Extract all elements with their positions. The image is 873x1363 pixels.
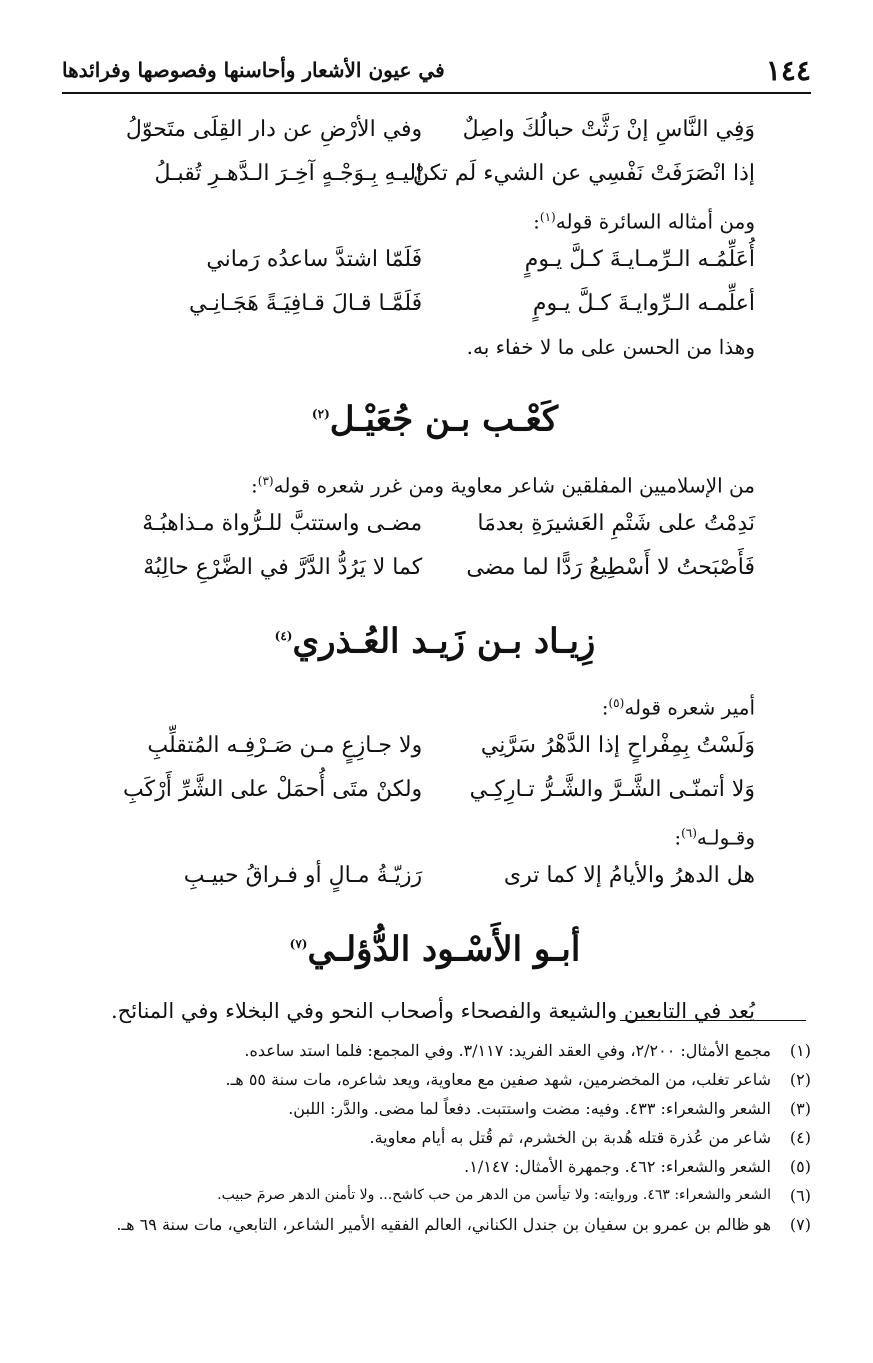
section-title-text: أبـو الأَسْـود الدُّؤلـي [307, 929, 581, 970]
footnote-number: (١) [789, 1041, 811, 1060]
verse-first-hemistich: هل الدهرُ والأيامُ إلا كما ترى [503, 863, 755, 888]
footnotes [62, 1036, 811, 1239]
prose-text: أمير شعره قوله [624, 695, 755, 720]
footnote-divider [620, 1020, 806, 1021]
verse-first-hemistich: وَلا أتمنّـى الشَّـرَّ والشَّـرُّ تـارِكِـي [469, 777, 755, 802]
footnote [62, 1152, 811, 1181]
prose-punct: : [533, 209, 540, 234]
footnote-ref[interactable]: (٣) [257, 474, 274, 488]
footnote [62, 1036, 811, 1065]
footnote [62, 1210, 811, 1239]
verse-second-hemistich: فَلَمَّـا قـالَ قـافِيَـةً هَجَـانِـي [188, 291, 423, 316]
verse-second-hemistich: كما لا يَرُدُّ الدَّرَّ في الضَّرْعِ حالِبُهْ [143, 555, 423, 580]
footnote-number: (٦) [789, 1186, 811, 1205]
verse [115, 854, 755, 898]
footnote-ref[interactable]: (١) [539, 210, 556, 224]
footnote-text: الشعر والشعراء: ٤٦٣. وروايته: ولا تيأسن من الدهر من حب كاشح... ولا تأمنن الدهر صرمَ حبيب. [217, 1187, 771, 1203]
footnote-text: مجمع الأمثال: ٢/٢٠٠، وفي العقد الفريد: ٣/١١٧. وفي المجمع: فلما استد ساعده. [244, 1041, 771, 1060]
page-header [62, 48, 811, 94]
section-heading [115, 368, 755, 460]
verse-first-hemistich: وَفِي النَّاسِ إنْ رَثَّتْ حبالُكَ واصِلٌ [462, 117, 755, 142]
footnote [62, 1065, 811, 1094]
footnote-number: (٥) [789, 1157, 811, 1176]
footnote [62, 1181, 811, 1210]
verse [115, 108, 755, 152]
verse [115, 152, 755, 196]
prose-punct: : [601, 695, 609, 720]
prose-line [115, 812, 755, 854]
page-number: ١٤٤ [765, 53, 811, 87]
footnote-ref[interactable]: (٢) [311, 407, 330, 421]
footnote-text: شاعر تغلب، من المخضرمين، شهد صفين مع معاوية، ويعد شاعره، مات سنة ٥٥ هـ. [225, 1070, 771, 1089]
verse-second-hemistich: ولا جـازِعٍ مـن صَـرْفِـه المُتقلِّبِ [147, 733, 423, 758]
footnote [62, 1094, 811, 1123]
running-title: في عيون الأشعار وأحاسنها وفصوصها وفرائدها [62, 58, 445, 82]
verse [115, 724, 755, 768]
footnote-ref[interactable]: (٦) [681, 826, 697, 840]
verse-first-hemistich: نَدِمْتُ على شَتْمِ العَشيرَةِ بعدمَا [477, 511, 755, 536]
prose-punct: : [251, 473, 258, 498]
verse [115, 238, 755, 282]
verse-first-hemistich: فَأَصْبَحتُ لا أَسْطِيعُ رَدًّا لما مضى [466, 555, 755, 580]
footnote-number: (٤) [789, 1128, 811, 1147]
prose-text: ومن أمثاله السائرة قوله [555, 209, 755, 234]
prose-line [115, 460, 755, 502]
footnote-number: (٢) [789, 1070, 811, 1089]
section-heading [115, 898, 755, 990]
footnote-ref[interactable]: (٧) [289, 937, 308, 951]
verse-second-hemistich: فَلَمّا اشتدَّ ساعدُه رَماني [206, 247, 423, 272]
verse-first-hemistich: إذا انْصَرَفَتْ نَفْسِي عن الشيء لَم تكنْ [412, 161, 755, 186]
footnote-number: (٧) [789, 1215, 811, 1234]
verse [115, 768, 755, 812]
verse-second-hemistich: إليـهِ بِـوَجْـهٍ آخِـرَ الـدَّهـرِ تُقبـلُ [154, 161, 423, 186]
verse [115, 282, 755, 326]
footnote-ref[interactable]: (٤) [274, 629, 293, 643]
verse [115, 546, 755, 590]
footnote-text: شاعر من عُذرة قتله هُدبة بن الخشرم، ثم قُتل به أيام معاوية. [369, 1128, 771, 1147]
prose-line: وهذا من الحسن على ما لا خفاء به. [466, 335, 755, 359]
footnote-text: الشعر والشعراء: ٤٦٢. وجمهرة الأمثال: ١/١٤٧. [464, 1157, 771, 1176]
prose-text: من الإسلاميين المفلقين شاعر معاوية ومن غرر شعره قوله [273, 473, 755, 498]
footnote-text: هو ظالم بن عمرو بن سفيان بن جندل الكناني، العالم الفقيه الأمير الشاعر، التابعي، مات سنة ٦٩ هـ. [116, 1215, 771, 1234]
section-title-text: زِيـاد بـن زَيـد العُـذري [292, 621, 596, 662]
verse-second-hemistich: مضـى واستتبَّ للـرُّواة مـذاهبُـهْ [142, 511, 423, 536]
prose-text: وقـولـه [696, 825, 755, 850]
verse-first-hemistich: أُعَلِّمُـه الـرِّمـايـةَ كـلَّ يـومٍ [524, 247, 755, 272]
section-title-text: كَعْـب بـن جُعَيْـل [329, 399, 559, 440]
verse-first-hemistich: أعلِّمـه الـرِّوايـةَ كـلَّ يـومٍ [532, 291, 755, 316]
verse-second-hemistich: ولكنْ متَى أُحمَلْ على الشَّرِّ أَرْكَبِ [123, 777, 423, 802]
verse [115, 502, 755, 546]
section-heading [115, 590, 755, 682]
verse-first-hemistich: وَلَسْتُ بِمِفْراحٍ إذا الدَّهْرُ سَرَّنِي [480, 733, 755, 758]
prose-line [115, 682, 755, 724]
footnote-text: الشعر والشعراء: ٤٣٣. وفيه: مضت واستتبت. دفعاً لما مضى. والدَّر: اللبن. [288, 1099, 771, 1118]
verse-second-hemistich: وفي الأرْضِ عن دار القِلَى متَحوّلُ [125, 117, 423, 142]
footnote [62, 1123, 811, 1152]
prose-line: يُعد في التابعين والشيعة والفصحاء وأصحاب النحو وفي البخلاء وفي المنائح. [110, 999, 755, 1023]
footnote-number: (٣) [789, 1099, 811, 1118]
footnote-ref[interactable]: (٥) [608, 696, 625, 710]
prose-line [115, 196, 755, 238]
verse-second-hemistich: رَزيّـةُ مـالٍ أو فـراقُ حبيـبِ [183, 863, 423, 888]
main-text [110, 108, 755, 1032]
prose-punct: : [674, 825, 682, 850]
